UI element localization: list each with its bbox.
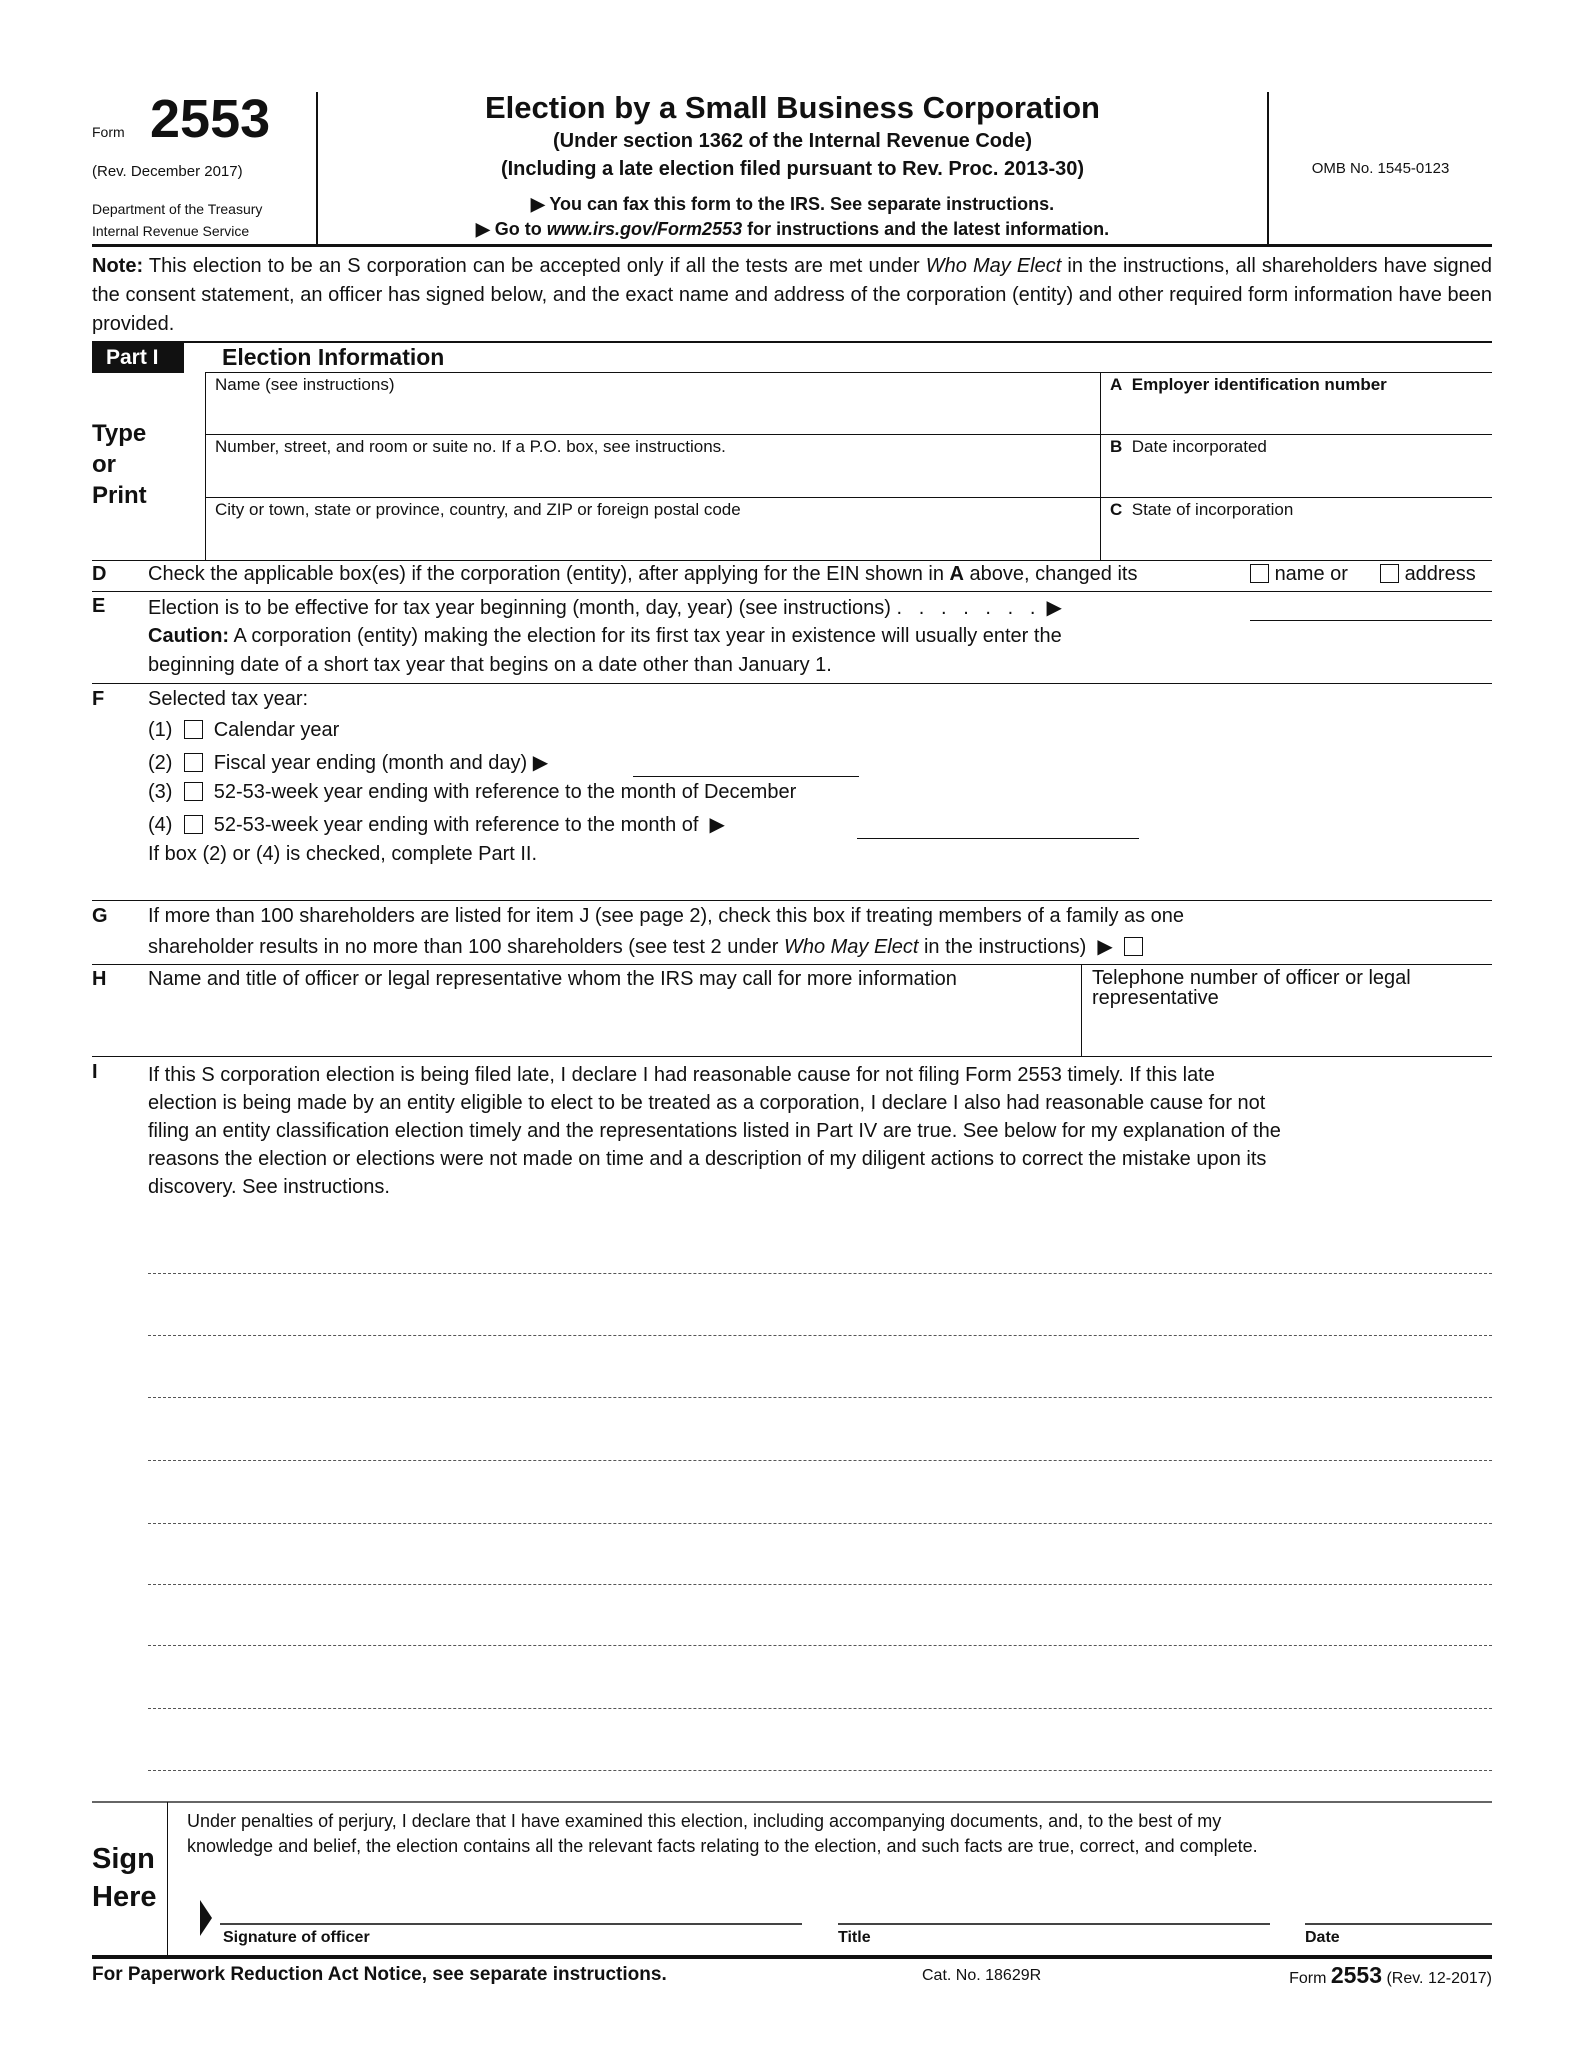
part-title: Election Information xyxy=(222,344,445,370)
divider xyxy=(205,434,1492,435)
divider xyxy=(92,683,1492,684)
street-field[interactable] xyxy=(215,437,1095,495)
telephone-field[interactable] xyxy=(1092,968,1492,1053)
explanation-line[interactable] xyxy=(148,1523,1492,1524)
divider xyxy=(205,372,1492,373)
note xyxy=(92,252,1492,339)
option-label: 52-53-week year ending with reference to the month of December xyxy=(213,781,797,803)
explanation-line[interactable] xyxy=(148,1770,1492,1771)
date-input[interactable] xyxy=(1305,1890,1492,1925)
late-election-statement xyxy=(148,1061,1281,1201)
divider xyxy=(92,341,1492,343)
department: Department of the Treasury xyxy=(92,201,263,217)
divider xyxy=(205,497,1492,498)
divider xyxy=(92,1955,1492,1959)
catalog-number: Cat. No. 18629R xyxy=(922,1967,1042,1984)
note-italic: Who May Elect xyxy=(925,255,1062,277)
letter-a: A xyxy=(1110,375,1123,394)
name-change-label: name or xyxy=(1274,563,1348,585)
d-text-pre: Check the applicable box(es) if the corporation (entity), after applying for the EIN shown in xyxy=(148,563,950,585)
irs-link[interactable]: www.irs.gov/Form2553 xyxy=(546,219,743,239)
explanation-line[interactable] xyxy=(148,1584,1492,1585)
form-label: Form xyxy=(92,124,125,140)
option-num: (3) xyxy=(148,781,173,803)
divider xyxy=(92,591,1492,592)
footer-form-label: Form xyxy=(1289,1970,1331,1987)
perjury-line: Under penalties of perjury, I declare that I have examined this election, including accompanying documents, and, to the best of my xyxy=(187,1811,1222,1831)
divider xyxy=(92,1056,1492,1057)
divider xyxy=(1081,964,1082,1056)
d-text xyxy=(148,563,1137,586)
officer-name-field[interactable] xyxy=(148,968,1068,1053)
option-label: 52-53-week year ending with reference to the month of ▶ xyxy=(213,814,725,836)
name-change-checkbox[interactable] xyxy=(1250,564,1269,583)
city-label: City or town, state or province, country, and ZIP or foreign postal code xyxy=(215,500,741,519)
statement-line: filing an entity classification election timely and the representations listed in Part IV are true. See below for my explanation of the xyxy=(148,1120,1281,1142)
title-input[interactable] xyxy=(838,1890,1270,1925)
date-incorporated-field[interactable] xyxy=(1110,437,1490,495)
caution-text: A corporation (entity) making the election for its first tax year in existence will usually enter the xyxy=(229,625,1062,647)
d-text-post: above, changed its xyxy=(963,563,1138,585)
effective-date-input[interactable] xyxy=(1250,593,1492,621)
g-text: If more than 100 shareholders are listed for item J (see page 2), check this box if treating members of a family as one xyxy=(148,905,1185,927)
ein-label: Employer identification number xyxy=(1131,375,1387,394)
statement-line: reasons the election or elections were not made on time and a description of my diligent actions to correct the mistake upon its xyxy=(148,1148,1267,1170)
f-option-3 xyxy=(148,781,796,804)
paperwork-notice: For Paperwork Reduction Act Notice, see separate instructions. xyxy=(92,1964,667,1985)
signature-label: Signature of officer xyxy=(223,1929,370,1946)
footer-form-id xyxy=(1289,1962,1492,1989)
g-italic: Who May Elect xyxy=(783,936,919,958)
option-label: Fiscal year ending (month and day) ▶ xyxy=(213,752,549,774)
here-label: Here xyxy=(92,1881,157,1913)
letter-h: H xyxy=(92,968,107,990)
52-53-december-checkbox[interactable] xyxy=(184,782,203,801)
option-num: (4) xyxy=(148,814,173,836)
type-label: Type xyxy=(92,420,147,447)
ein-field[interactable] xyxy=(1110,375,1490,433)
option-label: Calendar year xyxy=(213,719,340,741)
address-change-checkbox[interactable] xyxy=(1380,564,1399,583)
caution-label: Caution: xyxy=(148,625,230,647)
e-text: Election is to be effective for tax year beginning (month, day, year) (see instructions) . . . . . . . ▶ xyxy=(148,597,1062,619)
state-field[interactable] xyxy=(1110,500,1490,558)
letter-f: F xyxy=(92,688,105,710)
arrow-icon xyxy=(200,1900,212,1936)
fiscal-year-checkbox[interactable] xyxy=(184,753,203,772)
name-change-option xyxy=(1250,563,1348,586)
letter-e: E xyxy=(92,595,106,617)
type-or-print xyxy=(92,418,147,511)
revision: (Rev. December 2017) xyxy=(92,163,243,180)
letter-i: I xyxy=(92,1061,98,1083)
divider xyxy=(1100,373,1101,560)
letter-d: D xyxy=(92,563,107,585)
form-number: 2553 xyxy=(150,89,271,149)
divider xyxy=(92,560,1492,561)
divider xyxy=(92,964,1492,965)
agency: Internal Revenue Service xyxy=(92,223,250,239)
g-text-pre: shareholder results in no more than 100 shareholders (see test 2 under xyxy=(148,936,784,958)
explanation-line[interactable] xyxy=(148,1460,1492,1461)
letter-b: B xyxy=(1110,437,1123,456)
perjury-statement xyxy=(187,1809,1258,1859)
fiscal-year-end-input[interactable] xyxy=(633,750,859,777)
state-label: State of incorporation xyxy=(1131,500,1294,519)
caution-text: beginning date of a short tax year that begins on a date other than January 1. xyxy=(148,654,832,676)
date-label: Date xyxy=(1305,1929,1340,1946)
explanation-line[interactable] xyxy=(148,1273,1492,1274)
divider xyxy=(92,1801,1492,1803)
divider xyxy=(92,900,1492,901)
subtitle: (Including a late election filed pursuant to Rev. Proc. 2013-30) xyxy=(500,158,1085,180)
name-label: Name (see instructions) xyxy=(215,375,395,394)
statement-line: election is being made by an entity eligible to elect to be treated as a corporation, I declare I also had reasonable cause for not xyxy=(148,1092,1266,1114)
sign-here-label xyxy=(92,1840,157,1916)
form-title: Election by a Small Business Corporation xyxy=(485,90,1100,125)
f-option-2 xyxy=(148,750,548,775)
f-title: Selected tax year: xyxy=(148,688,309,710)
statement-line: If this S corporation election is being filed late, I declare I had reasonable cause for not filing Form 2553 timely. If this late xyxy=(148,1064,1215,1086)
footer-rev: (Rev. 12-2017) xyxy=(1382,1970,1492,1987)
calendar-year-checkbox[interactable] xyxy=(184,720,203,739)
letter-g: G xyxy=(92,905,108,927)
f-option-4 xyxy=(148,812,725,837)
telephone-label: Telephone number of officer or legal xyxy=(1092,967,1411,989)
divider xyxy=(167,1802,168,1957)
explanation-line[interactable] xyxy=(148,1708,1492,1709)
explanation-line[interactable] xyxy=(148,1645,1492,1646)
address-change-label: address xyxy=(1404,563,1476,585)
signature-input[interactable] xyxy=(220,1890,802,1925)
explanation-line[interactable] xyxy=(148,1335,1492,1336)
divider xyxy=(205,373,206,560)
address-change-option xyxy=(1380,563,1476,586)
city-field[interactable] xyxy=(215,500,1095,558)
sign-label: Sign xyxy=(92,1843,155,1875)
statement-line: discovery. See instructions. xyxy=(148,1176,390,1198)
52-53-month-input[interactable] xyxy=(857,812,1139,839)
subtitle: (Under section 1362 of the Internal Revenue Code) xyxy=(553,130,1032,152)
g-text-post: in the instructions) ▶ xyxy=(918,936,1113,958)
footer-form-number: 2553 xyxy=(1330,1962,1383,1988)
name-field[interactable] xyxy=(215,375,1095,433)
goto-prefix: ▶ Go to xyxy=(475,219,547,239)
note-text: This election to be an S corporation can be accepted only if all the tests are met under xyxy=(143,255,926,277)
date-incorporated-label: Date incorporated xyxy=(1131,437,1267,456)
fax-note: ▶ You can fax this form to the IRS. See separate instructions. xyxy=(530,194,1055,214)
letter-c: C xyxy=(1110,500,1123,519)
f-note: If box (2) or (4) is checked, complete Part II. xyxy=(148,843,538,865)
officer-name-label: Name and title of officer or legal representative whom the IRS may call for more information xyxy=(148,968,957,990)
note-label: Note: xyxy=(92,255,144,277)
goto-suffix: for instructions and the latest information. xyxy=(742,219,1110,239)
f-option-1 xyxy=(148,719,339,742)
omb-number: OMB No. 1545-0123 xyxy=(1311,160,1450,177)
telephone-label: representative xyxy=(1092,987,1219,1009)
or-label: or xyxy=(92,451,116,478)
52-53-month-checkbox[interactable] xyxy=(184,815,203,834)
explanation-line[interactable] xyxy=(148,1397,1492,1398)
family-shareholder-checkbox[interactable] xyxy=(1124,937,1143,956)
note-text: in the instructions, all shareholders have signed the consent statement, an officer has signed below, and the exact name and address of the corporation (entity) and other required form information have been provided. xyxy=(92,255,1493,335)
print-label: Print xyxy=(92,482,147,509)
divider xyxy=(92,244,1492,247)
g-text xyxy=(148,934,1143,959)
d-bold: A xyxy=(949,563,964,585)
option-num: (2) xyxy=(148,752,173,774)
option-num: (1) xyxy=(148,719,173,741)
perjury-line: knowledge and belief, the election contains all the relevant facts relating to the election, and such facts are true, correct, and complete. xyxy=(187,1836,1258,1856)
street-label: Number, street, and room or suite no. If a P.O. box, see instructions. xyxy=(215,437,726,456)
part-badge: Part I xyxy=(92,343,184,373)
title-label: Title xyxy=(838,1929,871,1946)
goto-note xyxy=(318,219,1267,240)
caution xyxy=(148,625,1062,648)
